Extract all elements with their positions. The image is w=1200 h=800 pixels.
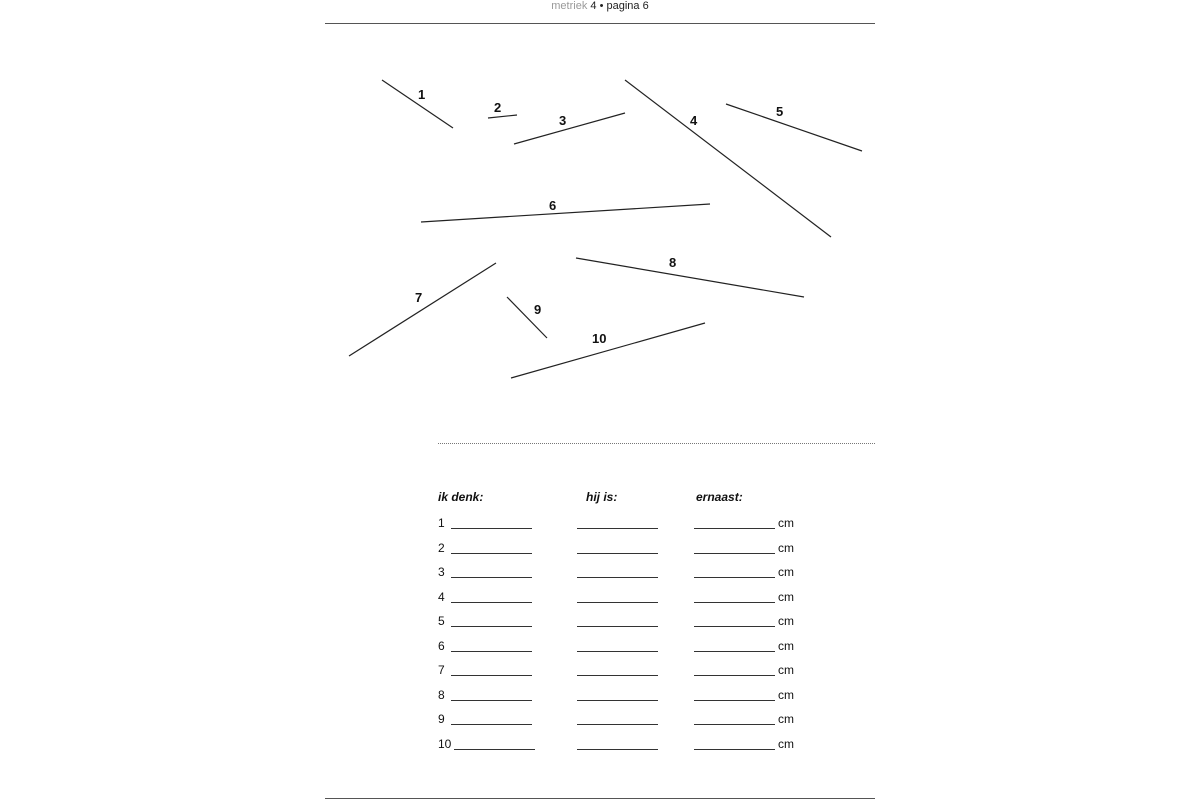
unit-label: cm bbox=[778, 614, 794, 628]
segment-label-3: 3 bbox=[559, 113, 567, 128]
actual-blank[interactable] bbox=[577, 528, 658, 529]
guess-blank[interactable] bbox=[451, 675, 532, 676]
segment-label-2: 2 bbox=[494, 100, 502, 115]
actual-blank[interactable] bbox=[577, 651, 658, 652]
unit-label: cm bbox=[778, 663, 794, 677]
dotted-divider bbox=[438, 443, 875, 444]
actual-blank[interactable] bbox=[577, 675, 658, 676]
segment-4 bbox=[625, 80, 831, 237]
guess-blank[interactable] bbox=[451, 700, 532, 701]
actual-blank[interactable] bbox=[577, 700, 658, 701]
row-number: 5 bbox=[438, 614, 445, 628]
row-number: 7 bbox=[438, 663, 445, 677]
actual-blank[interactable] bbox=[577, 724, 658, 725]
difference-blank[interactable] bbox=[694, 528, 775, 529]
unit-label: cm bbox=[778, 540, 794, 555]
segment-label-5: 5 bbox=[776, 104, 784, 119]
unit-label: cm bbox=[778, 712, 794, 726]
segment-label-9: 9 bbox=[534, 302, 542, 317]
segment-label-8: 8 bbox=[669, 255, 677, 270]
segment-8 bbox=[576, 258, 804, 297]
answer-row bbox=[438, 639, 858, 655]
difference-blank[interactable] bbox=[694, 651, 775, 652]
answer-row bbox=[438, 565, 858, 581]
guess-blank[interactable] bbox=[451, 528, 532, 529]
guess-blank[interactable] bbox=[451, 651, 532, 652]
column-header-difference: ernaast: bbox=[696, 490, 743, 504]
answer-row bbox=[438, 614, 858, 630]
row-number: 3 bbox=[438, 565, 445, 579]
segment-label-1: 1 bbox=[418, 87, 426, 102]
segment-label-7: 7 bbox=[415, 290, 423, 305]
row-number: 9 bbox=[438, 712, 445, 726]
guess-blank[interactable] bbox=[451, 626, 532, 627]
row-number: 2 bbox=[438, 540, 445, 555]
unit-label: cm bbox=[778, 638, 794, 653]
segment-5 bbox=[726, 104, 862, 151]
difference-blank[interactable] bbox=[694, 675, 775, 676]
actual-blank[interactable] bbox=[577, 626, 658, 627]
row-number: 10 bbox=[438, 736, 452, 751]
difference-blank[interactable] bbox=[694, 553, 775, 554]
unit-label: cm bbox=[778, 736, 794, 751]
difference-blank[interactable] bbox=[694, 749, 775, 750]
unit-label: cm bbox=[778, 687, 794, 702]
guess-blank[interactable] bbox=[451, 724, 532, 725]
row-number: 6 bbox=[438, 638, 445, 653]
header-page-label: pagina 6 bbox=[606, 0, 649, 12]
actual-blank[interactable] bbox=[577, 577, 658, 578]
answer-row bbox=[438, 541, 858, 557]
segment-label-6: 6 bbox=[549, 198, 557, 213]
actual-blank[interactable] bbox=[577, 602, 658, 603]
segment-7 bbox=[349, 263, 496, 356]
answer-row bbox=[438, 590, 858, 606]
answer-row bbox=[438, 516, 858, 532]
difference-blank[interactable] bbox=[694, 577, 775, 578]
unit-label: cm bbox=[778, 565, 794, 579]
row-number: 4 bbox=[438, 589, 445, 604]
answer-row bbox=[438, 712, 858, 728]
bottom-divider bbox=[325, 798, 875, 799]
column-header-actual: hij is: bbox=[586, 490, 618, 504]
row-number: 8 bbox=[438, 687, 445, 702]
header-number: 4 bbox=[590, 0, 597, 12]
guess-blank[interactable] bbox=[451, 553, 532, 554]
answer-row bbox=[438, 663, 858, 679]
answer-row bbox=[438, 737, 858, 753]
difference-blank[interactable] bbox=[694, 700, 775, 701]
header-series: metriek bbox=[551, 0, 588, 12]
guess-blank[interactable] bbox=[454, 749, 535, 750]
column-header-guess: ik denk: bbox=[438, 490, 484, 504]
guess-blank[interactable] bbox=[451, 577, 532, 578]
actual-blank[interactable] bbox=[577, 553, 658, 554]
header-separator: • bbox=[599, 0, 604, 12]
segment-3 bbox=[514, 113, 625, 144]
row-number: 1 bbox=[438, 516, 445, 530]
segment-label-4: 4 bbox=[690, 113, 698, 128]
segment-label-10: 10 bbox=[592, 331, 607, 346]
difference-blank[interactable] bbox=[694, 602, 775, 603]
segment-2 bbox=[488, 115, 517, 118]
actual-blank[interactable] bbox=[577, 749, 658, 750]
unit-label: cm bbox=[778, 589, 794, 604]
segment-6 bbox=[421, 204, 710, 222]
difference-blank[interactable] bbox=[694, 626, 775, 627]
answer-row bbox=[438, 688, 858, 704]
guess-blank[interactable] bbox=[451, 602, 532, 603]
difference-blank[interactable] bbox=[694, 724, 775, 725]
unit-label: cm bbox=[778, 516, 794, 530]
